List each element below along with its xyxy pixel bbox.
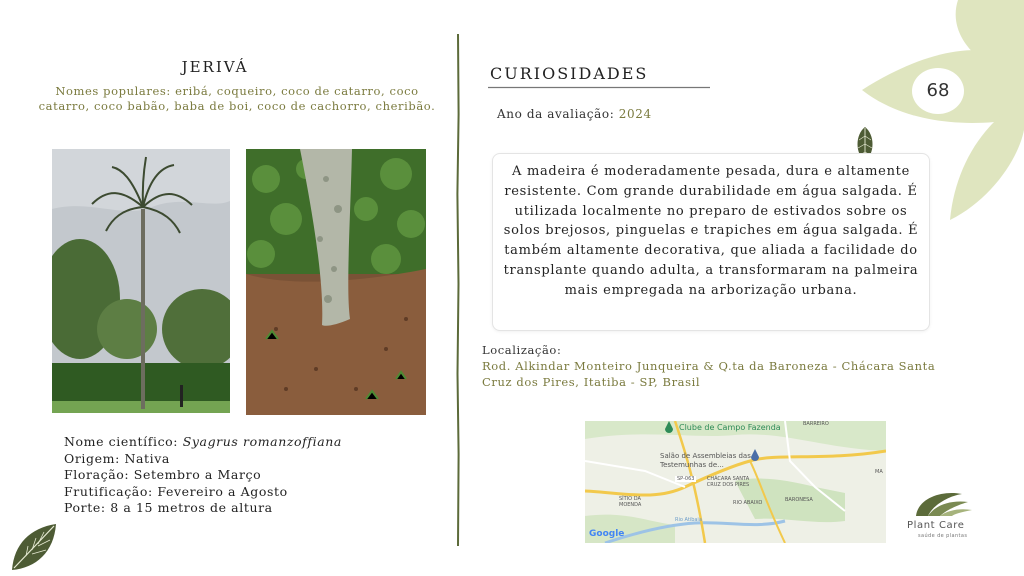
palm-trunk-photo — [246, 149, 426, 415]
location-address: Rod. Alkindar Monteiro Junqueira & Q.ta da Baroneza - Chácara Santa Cruz dos Pires, Itatiba - SP, Brasil — [482, 359, 936, 389]
curiosities-card: A madeira é moderadamente pesada, dura e altamente resistente. Com grande durabilidade em água salgada. É utilizada localmente no preparo de estivados sobre os solos brejosos, pinguelas e trapiches em água salgada. É também altamente decorativa, que aliada a facilidade do transplante quando adulta, a transformaram na palmeira mais empregada na arborização urbana. — [492, 153, 930, 331]
map-poi-club: Clube de Campo Fazenda — [679, 423, 781, 432]
evaluation-year: Ano da avaliação: 2024 — [497, 107, 652, 121]
map-area-rio-abaixo: RIO ABAIXO — [733, 500, 763, 506]
map-poi-hall: Salão de Assembleias das Testemunhas de... — [660, 452, 751, 469]
map-brand: Google — [589, 529, 625, 539]
curiosities-title: CURIOSIDADES — [490, 64, 649, 83]
title-underline — [488, 86, 710, 89]
plant-facts — [64, 434, 342, 517]
map-edge-label: MA — [875, 469, 883, 475]
map-road-label: SP-063 — [677, 476, 695, 482]
location-map[interactable] — [585, 421, 886, 543]
size: Porte: 8 a 15 metros de altura — [64, 500, 273, 515]
popular-names: Nomes populares: eribá, coqueiro, coco de catarro, coco catarro, coco babão, baba de boi, coco de cachorro, cheribão. — [38, 84, 436, 113]
brand-name: Plant Care — [907, 520, 965, 531]
scientific-name: Nome científico: Syagrus romanzoffiana — [64, 434, 342, 449]
location-label: Localização: — [482, 343, 562, 357]
fruiting: Frutificação: Fevereiro a Agosto — [64, 483, 288, 499]
map-river-label: Rio Atibaia — [675, 517, 702, 523]
palm-tree-photo — [52, 149, 230, 413]
map-area-chacara: CHÁCARA SANTA CRUZ DOS PIRES — [706, 476, 750, 488]
brand-tagline: saúde de plantas — [918, 533, 968, 539]
origin: Origem: Nativa — [64, 450, 170, 466]
flowering: Floração: Setembro a Março — [64, 467, 262, 482]
map-area-baronesa: BARONESA — [785, 497, 813, 503]
leaf-icon — [8, 522, 60, 574]
map-area-barreiro: BARREIRO — [803, 421, 829, 427]
plant-care-logo-icon — [902, 486, 986, 520]
vertical-divider — [456, 34, 460, 546]
page-number: 68 — [912, 68, 964, 114]
plant-title: JERIVÁ — [181, 58, 249, 76]
map-area-sitio: SÍTIO DA MOENDA — [619, 496, 642, 508]
